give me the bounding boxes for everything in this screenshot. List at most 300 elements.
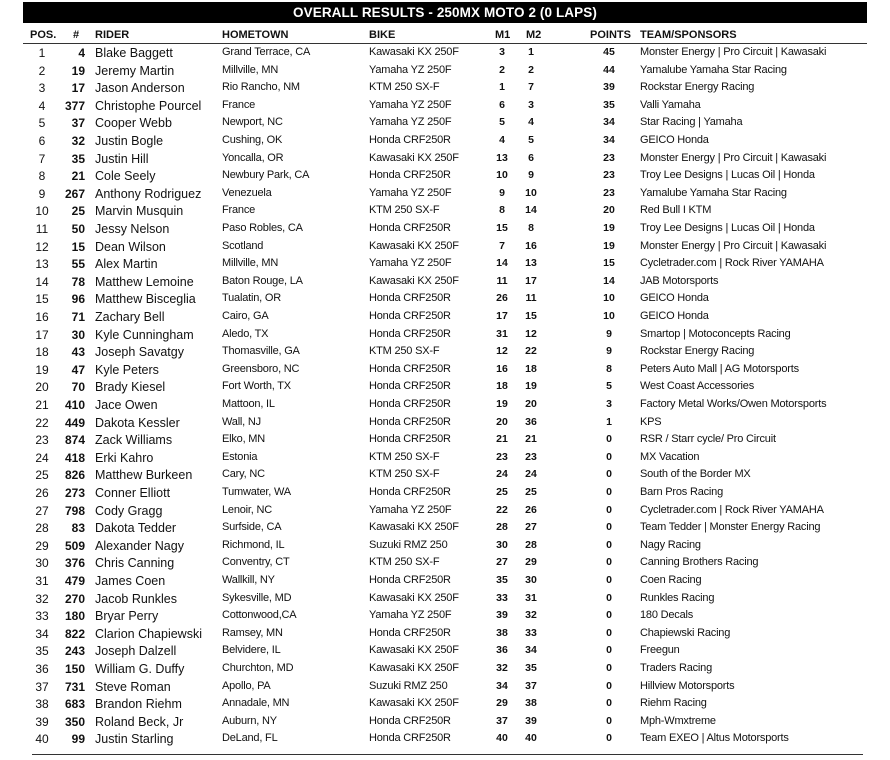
points: 3 [606,398,612,410]
moto2-result: 37 [525,679,537,692]
table-row [0,678,890,696]
moto1-result: 12 [496,345,508,358]
rider-number: 267 [64,186,85,201]
bike: Yamaha YZ 250F [369,98,452,111]
team-sponsors: KPS [640,415,662,428]
team-sponsors: GEICO Honda [640,134,709,146]
moto2-result: 36 [525,415,537,428]
moto2-result: 24 [525,468,537,481]
table-row [0,273,890,291]
moto2-result: 23 [525,450,537,463]
team-sponsors: Troy Lee Designs | Lucas Oil | Honda [640,222,815,234]
moto2-result: 15 [525,310,537,322]
moto2-result: 21 [525,433,537,446]
rider-name: Joseph Dalzell [95,644,177,659]
moto1-result: 40 [496,732,508,745]
points: 34 [603,134,615,146]
moto2-result: 5 [528,134,534,146]
team-sponsors: Riehm Racing [640,697,707,710]
moto2-result: 35 [525,662,537,674]
moto2-result: 18 [525,362,537,375]
header-m2: M2 [526,29,542,41]
moto1-result: 22 [496,503,508,516]
team-sponsors: West Coast Accessories [640,380,754,393]
moto2-result: 38 [525,697,537,710]
team-sponsors: Runkles Racing [640,591,715,604]
team-sponsors: Barn Pros Racing [640,486,724,498]
points: 20 [603,204,615,217]
team-sponsors: Factory Metal Works/Owen Motorsports [640,398,827,410]
bike: Yamaha YZ 250F [369,186,452,199]
hometown: France [222,204,256,217]
points: 19 [603,239,615,252]
moto1-result: 9 [499,186,505,199]
table-row [0,220,890,238]
table-row [0,255,890,273]
team-sponsors: Cycletrader.com | Rock River YAMAHA [640,257,824,270]
hometown: Cushing, OK [222,134,283,146]
moto1-result: 38 [496,626,508,639]
rider-name: Alex Martin [95,257,158,272]
rider-number: 798 [64,503,85,518]
table-row [0,730,890,748]
position: 5 [38,116,46,131]
position: 2 [38,63,46,78]
table-row [0,378,890,396]
points: 10 [603,310,615,322]
rider-name: Jason Anderson [95,81,185,96]
header-points: POINTS [590,29,631,41]
position: 9 [38,186,46,201]
rider-name: Chris Canning [95,556,175,571]
rider-number: 150 [64,662,85,676]
table-row [0,554,890,572]
hometown: Paso Robles, CA [222,222,303,234]
bike: Suzuki RMZ 250 [369,538,448,551]
table-row [0,114,890,132]
bike: Yamaha YZ 250F [369,609,452,622]
table-row [0,326,890,344]
hometown: Churchton, MD [222,662,294,674]
bike: Honda CRF250R [369,433,451,446]
points: 23 [603,151,615,164]
bike: Honda CRF250R [369,380,451,393]
moto2-result: 19 [525,380,537,393]
moto2-result: 6 [528,151,534,164]
rider-name: Erki Kahro [95,450,154,465]
team-sponsors: Peters Auto Mall | AG Motorsports [640,362,799,375]
table-row [0,414,890,432]
moto2-result: 14 [525,204,537,217]
hometown: Elko, MN [222,433,266,446]
moto2-result: 12 [525,327,537,340]
rider-number: 377 [64,98,85,113]
points: 19 [603,222,615,234]
rider-name: Bryar Perry [95,609,159,624]
position: 25 [35,468,49,483]
bike: Honda CRF250R [369,310,451,322]
team-sponsors: Yamalube Yamaha Star Racing [640,186,787,199]
bike: Yamaha YZ 250F [369,503,452,516]
bike: Kawasaki KX 250F [369,151,459,164]
rider-name: Brandon Riehm [95,697,182,712]
rider-number: 180 [64,609,85,624]
hometown: Cottonwood,CA [222,609,297,622]
points: 0 [606,679,612,692]
rider-number: 21 [71,169,85,184]
rider-number: 273 [64,486,85,500]
moto2-result: 39 [525,714,537,727]
hometown: Wall, NJ [222,415,261,428]
hometown: Estonia [222,450,258,463]
moto2-result: 40 [525,732,537,745]
table-row [0,79,890,97]
bike: Kawasaki KX 250F [369,46,459,58]
rider-name: Jeremy Martin [95,63,175,78]
rider-name: Marvin Musquin [95,204,184,219]
rider-number: 410 [64,398,85,412]
rider-name: Cole Seely [95,169,156,184]
rider-number: 32 [71,134,85,148]
hometown: Aledo, TX [222,327,269,340]
position: 33 [35,609,49,624]
bike: Honda CRF250R [369,574,451,586]
position: 7 [38,151,46,166]
team-sponsors: MX Vacation [640,450,700,463]
team-sponsors: Team Tedder | Monster Energy Racing [640,521,821,534]
team-sponsors: Freegun [640,644,680,657]
table-row [0,62,890,80]
moto1-result: 25 [496,486,508,498]
bike: Honda CRF250R [369,292,451,305]
rider-number: 25 [71,204,85,219]
table-row [0,290,890,308]
rider-name: Jessy Nelson [95,222,170,236]
bike: Kawasaki KX 250F [369,697,459,710]
rider-number: 78 [71,274,85,289]
points: 5 [606,380,612,393]
hometown: Tualatin, OR [222,292,281,305]
position: 39 [35,714,49,729]
rider-name: Roland Beck, Jr [95,714,184,729]
position: 17 [35,327,49,342]
bike: Honda CRF250R [369,398,451,410]
moto2-result: 17 [525,274,537,287]
points: 0 [606,714,612,727]
table-row [0,361,890,379]
points: 0 [606,626,612,639]
rider-number: 43 [71,345,85,360]
bike: Yamaha YZ 250F [369,116,452,129]
points: 23 [603,186,615,199]
hometown: Rio Rancho, NM [222,81,300,94]
moto1-result: 2 [499,63,505,76]
header-pos: POS. [30,29,57,41]
moto1-result: 31 [496,327,508,340]
rider-number: 731 [64,679,85,694]
position: 10 [35,204,49,219]
rider-name: Kyle Peters [95,362,159,377]
points: 0 [606,556,612,569]
points: 34 [603,116,615,129]
rider-number: 479 [64,574,85,588]
team-sponsors: Red Bull I KTM [640,204,712,217]
position: 34 [35,626,49,641]
points: 44 [603,63,615,76]
team-sponsors: Nagy Racing [640,538,701,551]
bike: Kawasaki KX 250F [369,239,459,252]
team-sponsors: Valli Yamaha [640,98,701,111]
points: 0 [606,609,612,622]
rider-number: 55 [71,257,85,272]
position: 13 [35,257,49,272]
table-row [0,590,890,608]
moto1-result: 27 [496,556,508,569]
position: 35 [35,644,49,659]
moto2-result: 7 [528,81,534,94]
position: 15 [35,292,49,307]
moto1-result: 35 [496,574,508,586]
points: 15 [603,257,615,270]
hometown: Newbury Park, CA [222,169,310,182]
rider-number: 96 [71,292,85,307]
moto2-result: 26 [525,503,537,516]
points: 23 [603,169,615,182]
points: 10 [603,292,615,305]
rider-number: 4 [78,46,85,60]
points: 8 [606,362,612,375]
rider-number: 15 [71,239,85,254]
bike: KTM 250 SX-F [369,345,440,358]
team-sponsors: Yamalube Yamaha Star Racing [640,63,787,76]
position: 14 [35,274,49,289]
header-bike: BIKE [369,29,396,41]
hometown: Baton Rouge, LA [222,274,303,287]
moto2-result: 8 [528,222,534,234]
hometown: France [222,98,256,111]
moto2-result: 11 [525,292,537,305]
rider-name: Justin Hill [95,151,149,166]
moto1-result: 3 [499,46,505,58]
moto2-result: 28 [525,538,537,551]
position: 16 [35,310,49,324]
rider-number: 99 [71,732,85,747]
bike: KTM 250 SX-F [369,204,440,217]
position: 37 [35,679,49,694]
moto2-result: 10 [525,186,537,199]
points: 0 [606,591,612,604]
points: 0 [606,574,612,586]
table-row [0,466,890,484]
points: 1 [606,415,612,428]
table-row [0,132,890,150]
hometown: Tumwater, WA [222,486,291,498]
moto2-result: 22 [525,345,537,358]
table-row [0,44,890,62]
moto1-result: 8 [499,204,505,217]
table-row [0,642,890,660]
bike: Honda CRF250R [369,362,451,375]
rider-name: Cody Gragg [95,503,163,518]
position: 22 [35,415,49,430]
bike: Honda CRF250R [369,327,451,340]
rider-name: Kyle Cunningham [95,327,194,342]
table-row [0,713,890,731]
rider-number: 270 [64,591,85,606]
position: 6 [38,134,46,148]
position: 18 [35,345,49,360]
table-row [0,185,890,203]
rider-name: Steve Roman [95,679,171,694]
rider-number: 19 [71,63,85,78]
hometown: Conventry, CT [222,556,290,569]
moto1-result: 11 [496,274,508,287]
rider-name: Brady Kiesel [95,380,166,395]
rider-number: 37 [71,116,85,131]
hometown: Wallkill, NY [222,574,275,586]
rider-name: Alexander Nagy [95,538,184,553]
rider-name: Conner Elliott [95,486,171,500]
points: 0 [606,732,612,745]
rider-name: Matthew Lemoine [95,274,194,289]
moto1-result: 1 [499,81,505,94]
hometown: Belvidere, IL [222,644,281,657]
table-row [0,572,890,590]
rider-number: 35 [71,151,85,166]
rider-name: Clarion Chapiewski [95,626,202,641]
position: 32 [35,591,49,606]
moto2-result: 3 [528,98,534,111]
table-row [0,625,890,643]
points: 0 [606,486,612,498]
rider-name: Dakota Kessler [95,415,180,430]
moto1-result: 34 [496,679,508,692]
rider-number: 509 [64,538,85,553]
position: 30 [35,556,49,571]
hometown: Newport, NC [222,116,283,129]
points: 0 [606,468,612,481]
bike: Honda CRF250R [369,732,451,745]
moto1-result: 15 [496,222,508,234]
bike: Yamaha YZ 250F [369,63,452,76]
team-sponsors: GEICO Honda [640,310,709,322]
moto1-result: 16 [496,362,508,375]
moto2-result: 4 [528,116,534,129]
position: 40 [35,732,49,747]
table-row [0,238,890,256]
hometown: Richmond, IL [222,538,285,551]
moto2-result: 32 [525,609,537,622]
table-row [0,150,890,168]
rider-name: Christophe Pourcel [95,98,202,113]
points: 0 [606,644,612,657]
rider-name: Justin Bogle [95,134,164,148]
points: 39 [603,81,615,94]
rider-name: William G. Duffy [95,662,185,676]
table-row [0,502,890,520]
position: 23 [35,433,49,448]
moto1-result: 18 [496,380,508,393]
team-sponsors: Mph-Wmxtreme [640,714,716,727]
points: 35 [603,98,615,111]
position: 38 [35,697,49,712]
rider-number: 826 [64,468,85,483]
team-sponsors: Star Racing | Yamaha [640,116,743,129]
points: 0 [606,538,612,551]
position: 20 [35,380,49,395]
team-sponsors: Hillview Motorsports [640,679,735,692]
position: 29 [35,538,49,553]
table-row [0,308,890,326]
moto1-result: 10 [496,169,508,182]
points: 9 [606,327,612,340]
bike: Honda CRF250R [369,222,451,234]
team-sponsors: Troy Lee Designs | Lucas Oil | Honda [640,169,815,182]
position: 21 [35,398,49,412]
hometown: DeLand, FL [222,732,278,745]
header-rider: RIDER [95,29,130,41]
rider-name: Cooper Webb [95,116,172,131]
rider-number: 449 [64,415,85,430]
moto1-result: 28 [496,521,508,534]
rider-name: James Coen [95,574,166,588]
points: 0 [606,450,612,463]
moto2-result: 34 [525,644,537,657]
table-row [0,484,890,502]
hometown: Cairo, GA [222,310,269,322]
moto1-result: 20 [496,415,508,428]
team-sponsors: Canning Brothers Racing [640,556,759,569]
points: 0 [606,662,612,674]
moto2-result: 1 [528,46,534,58]
team-sponsors: Team EXEO | Altus Motorsports [640,732,789,745]
team-sponsors: Monster Energy | Pro Circuit | Kawasaki [640,46,827,58]
hometown: Scotland [222,239,264,252]
rider-number: 874 [64,433,85,448]
rider-number: 50 [71,222,85,236]
table-row [0,695,890,713]
team-sponsors: 180 Decals [640,609,694,622]
points: 45 [603,46,615,58]
bike: Honda CRF250R [369,486,451,498]
rider-number: 83 [71,521,85,536]
bike: Honda CRF250R [369,134,451,146]
moto1-result: 5 [499,116,505,129]
hometown: Millville, MN [222,257,279,270]
rider-number: 376 [64,556,85,571]
table-row [0,519,890,537]
moto1-result: 17 [496,310,508,322]
rider-number: 683 [64,697,85,712]
rider-number: 47 [71,362,85,377]
rider-name: Blake Baggett [95,46,173,60]
moto1-result: 36 [496,644,508,657]
points: 0 [606,697,612,710]
bike: Suzuki RMZ 250 [369,679,448,692]
table-row [0,449,890,467]
rider-name: Anthony Rodriguez [95,186,202,201]
points: 0 [606,433,612,446]
moto1-result: 6 [499,98,505,111]
moto1-result: 32 [496,662,508,674]
moto1-result: 29 [496,697,508,710]
header-team: TEAM/SPONSORS [640,29,737,41]
bike: KTM 250 SX-F [369,81,440,94]
header-hometown: HOMETOWN [222,29,289,41]
table-row [0,396,890,414]
hometown: Sykesville, MD [222,591,292,604]
bottom-divider [32,754,863,755]
